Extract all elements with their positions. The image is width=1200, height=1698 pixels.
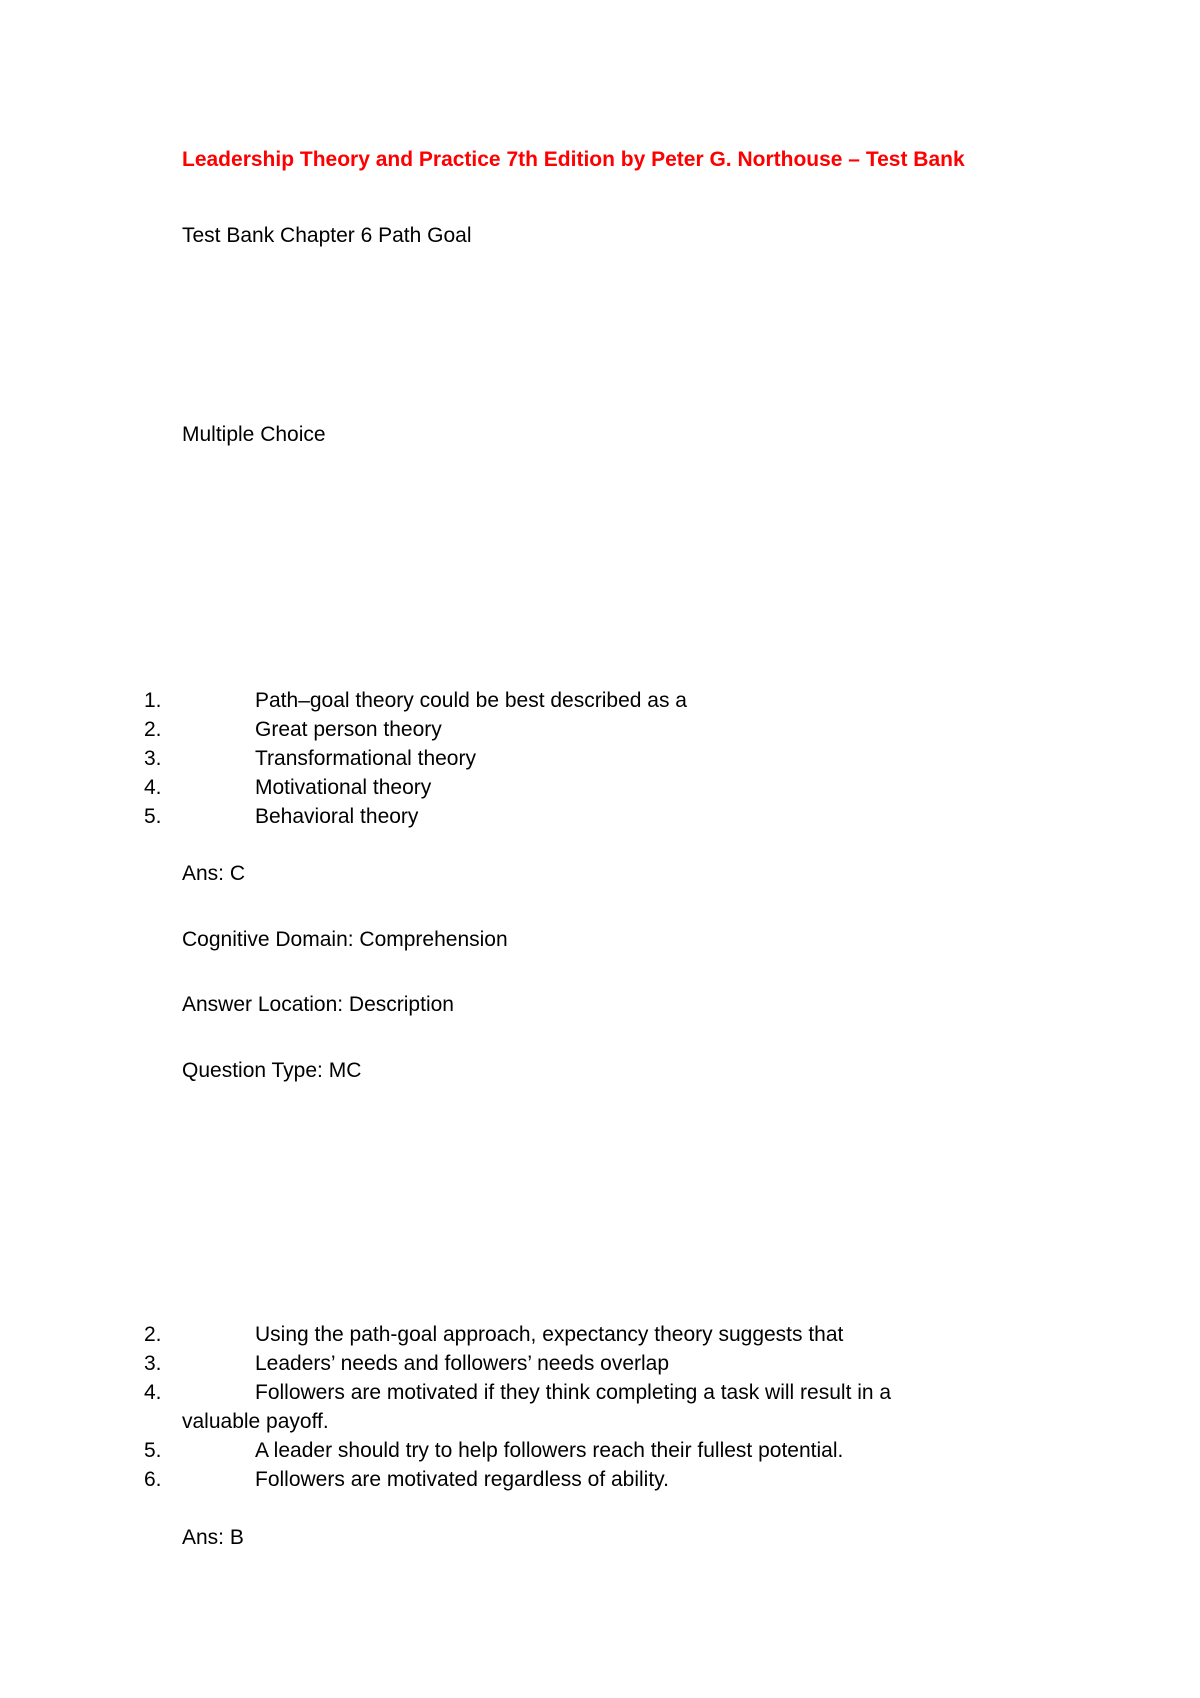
list-item-number: 6. xyxy=(144,1468,162,1491)
list-item-text: Great person theory xyxy=(255,718,442,741)
list-item xyxy=(0,1436,1100,1465)
answer-location: Answer Location: Description xyxy=(182,993,454,1016)
list-item xyxy=(0,686,1100,715)
list-item-number: 2. xyxy=(144,1323,162,1346)
list-item-text: Using the path-goal approach, expectancy theory suggests that xyxy=(255,1323,844,1346)
list-item-number: 4. xyxy=(144,1381,162,1404)
document-title: Leadership Theory and Practice 7th Edition by Peter G. Northouse – Test Bank xyxy=(182,148,965,171)
list-item-number: 3. xyxy=(144,747,162,770)
answer-1: Ans: C xyxy=(182,862,246,885)
list-item-number: 5. xyxy=(144,1439,162,1462)
list-item xyxy=(0,1320,1100,1349)
section-heading: Multiple Choice xyxy=(182,423,326,446)
list-item xyxy=(0,773,1100,802)
document-subtitle: Test Bank Chapter 6 Path Goal xyxy=(182,224,472,247)
list-item-number: 2. xyxy=(144,718,162,741)
question-type: Question Type: MC xyxy=(182,1059,362,1082)
list-item-text: Behavioral theory xyxy=(255,805,419,828)
list-item-text: Path–goal theory could be best described as a xyxy=(255,689,687,712)
list-item xyxy=(0,1465,1100,1494)
list-item xyxy=(0,715,1100,744)
question-2-list xyxy=(0,1320,1100,1494)
list-item xyxy=(0,1349,1100,1378)
list-item-number: 3. xyxy=(144,1352,162,1375)
cognitive-domain: Cognitive Domain: Comprehension xyxy=(182,928,508,951)
list-item-number: 5. xyxy=(144,805,162,828)
question-1-list xyxy=(0,686,1100,831)
list-item-text-continuation: valuable payoff. xyxy=(182,1410,329,1433)
answer-2: Ans: B xyxy=(182,1526,244,1549)
list-item-text: Motivational theory xyxy=(255,776,432,799)
list-item-text: Followers are motivated if they think completing a task will result in a xyxy=(255,1381,892,1404)
list-item xyxy=(0,1378,1100,1436)
list-item-text: Transformational theory xyxy=(255,747,476,770)
list-item-number: 4. xyxy=(144,776,162,799)
list-item-number: 1. xyxy=(144,689,162,712)
list-item-text: Followers are motivated regardless of ability. xyxy=(255,1468,669,1491)
list-item xyxy=(0,802,1100,831)
list-item xyxy=(0,744,1100,773)
list-item-text: A leader should try to help followers reach their fullest potential. xyxy=(255,1439,844,1462)
list-item-text: Leaders’ needs and followers’ needs overlap xyxy=(255,1352,670,1375)
